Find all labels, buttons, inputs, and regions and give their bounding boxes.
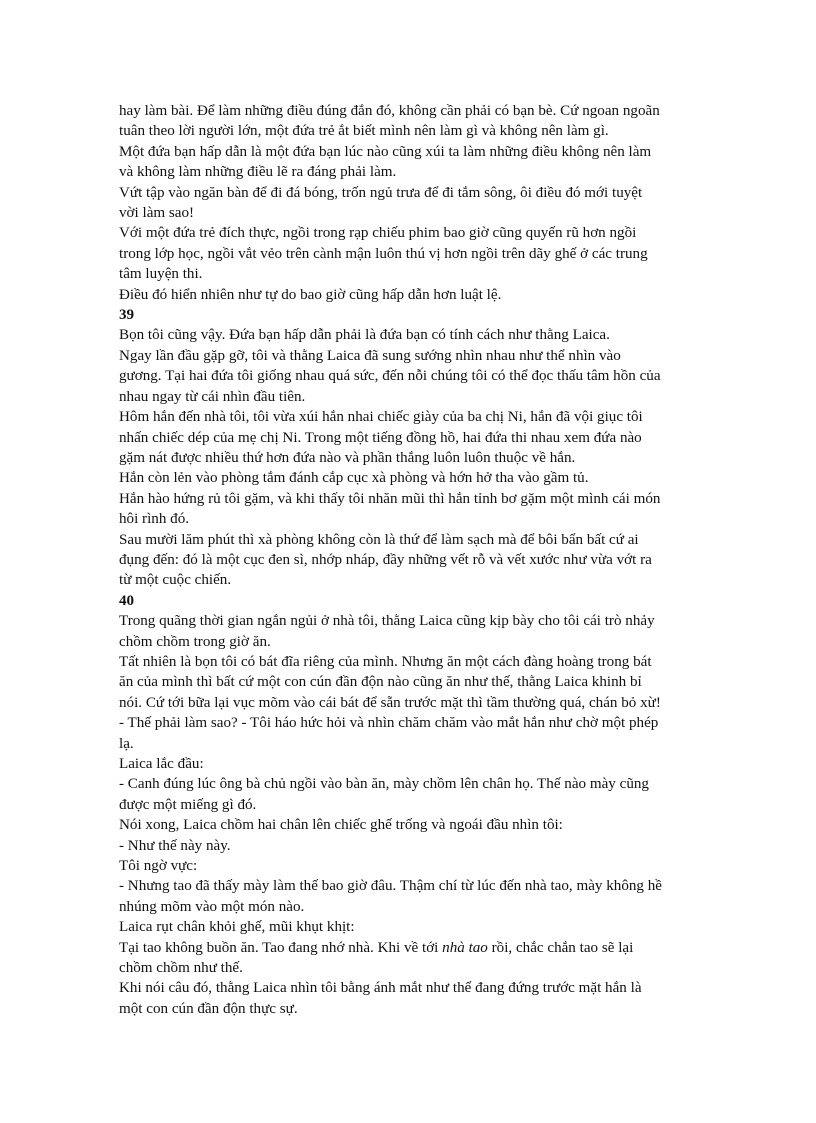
- paragraph: [119, 142, 709, 183]
- text-line: đụng đến: đó là một cục đen sì, nhớp nháp, đầy những vết rỗ và vết xước như vừa vớt ra: [119, 551, 652, 568]
- paragraph: [119, 407, 709, 468]
- text-line: Laica lắc đầu:: [119, 756, 204, 772]
- paragraph: [119, 346, 709, 407]
- text-line: Trong quãng thời gian ngắn ngủi ở nhà tôi, thằng Laica cũng kịp bày cho tôi cái trò nhảy: [119, 613, 655, 630]
- paragraph: [119, 489, 709, 530]
- text-line: nhấn chiếc dép của mẹ chị Ni. Trong một tiếng đồng hồ, hai đứa thi nhau xem đứa nào: [119, 429, 642, 446]
- text-line: từ một cuộc chiến.: [119, 572, 232, 589]
- text-line: - Canh đúng lúc ông bà chủ ngồi vào bàn ăn, mày chồm lên chân họ. Thế nào mày cũng: [119, 776, 649, 793]
- paragraph: [119, 101, 709, 142]
- italic-text: nhà tao: [442, 939, 488, 956]
- paragraph: [119, 978, 709, 1019]
- text-line: Vứt tập vào ngăn bàn để đi đá bóng, trốn ngủ trưa để đi tắm sông, ôi điều đó mới tuyệt: [119, 184, 643, 201]
- text-line: hay làm bài. Để làm những điều đúng đắn đó, không cần phải có bạn bè. Cứ ngoan ngoãn: [119, 103, 660, 119]
- text-line: chồm chồm như thế.: [119, 960, 243, 977]
- text-line: Điều đó hiển nhiên như tự do bao giờ cũng hấp dẫn hơn luật lệ.: [119, 286, 502, 303]
- paragraph: [119, 468, 709, 488]
- section-number: 40: [119, 592, 135, 609]
- text-line: được một miếng gì đó.: [119, 796, 257, 813]
- text-line: tuân theo lời người lớn, một đứa trẻ ắt biết mình nên làm gì và không nên làm gì.: [119, 123, 609, 140]
- paragraph: [119, 183, 709, 224]
- text-line: nhúng mõm vào một món nào.: [119, 898, 305, 915]
- text-line: nhau ngay từ cái nhìn đầu tiên.: [119, 388, 306, 405]
- text-line: Khi nói câu đó, thằng Laica nhìn tôi bằng ánh mắt như thể đang đứng trước mặt hắn là: [119, 980, 642, 997]
- paragraph: [119, 713, 709, 754]
- text-line: chồm chồm trong giờ ăn.: [119, 633, 271, 650]
- paragraph: [119, 530, 709, 591]
- text-line: - Như thế này này.: [119, 837, 231, 854]
- text-line: trong lớp học, ngồi vắt vẻo trên cành mận luôn thú vị hơn ngồi trên dãy ghế ở các trung: [119, 245, 648, 262]
- paragraph: [119, 754, 709, 774]
- text-line: Hôm hắn đến nhà tôi, tôi vừa xúi hắn nhai chiếc giày của ba chị Ni, hắn đã vội giục tôi: [119, 409, 643, 426]
- paragraph: [119, 285, 709, 305]
- text-line: vời làm sao!: [119, 205, 195, 222]
- text-line: Tại tao không buồn ăn. Tao đang nhớ nhà. Khi về tới nhà tao rồi, chắc chắn tao sẽ lại: [119, 939, 634, 956]
- document-page: [119, 101, 709, 1019]
- paragraph: [119, 815, 709, 835]
- text-line: Tất nhiên là bọn tôi có bát đĩa riêng của mình. Nhưng ăn một cách đàng hoàng trong bát: [119, 653, 652, 670]
- text-line: Ngay lần đầu gặp gỡ, tôi và thằng Laica đã sung sướng nhìn nhau như thể nhìn vào: [119, 347, 621, 364]
- text-line: Sau mười lăm phút thì xà phòng không còn là thứ để làm sạch mà để bôi bẩn bất cứ ai: [119, 531, 639, 548]
- section-number: 39: [119, 307, 135, 324]
- paragraph: [119, 938, 709, 979]
- paragraph: [119, 876, 709, 917]
- text-line: một con cún đần độn thực sự.: [119, 1000, 298, 1017]
- text-line: tâm luyện thi.: [119, 266, 203, 283]
- paragraph: [119, 652, 709, 713]
- text-line: Nói xong, Laica chồm hai chân lên chiếc ghế trống và ngoái đầu nhìn tôi:: [119, 817, 563, 834]
- text-line: - Thế phải làm sao? - Tôi háo hức hỏi và nhìn chăm chăm vào mắt hắn như chờ một phép: [119, 715, 659, 732]
- text-line: gặm nát được nhiều thứ hơn đứa nào và phần thắng luôn luôn thuộc về hắn.: [119, 449, 576, 466]
- text-line: Laica rụt chân khỏi ghế, mũi khụt khịt:: [119, 919, 355, 936]
- text-line: và không làm những điều lẽ ra đáng phải làm.: [119, 164, 397, 181]
- text-line: Với một đứa trẻ đích thực, ngồi trong rạp chiếu phim bao giờ cũng quyến rũ hơn ngồi: [119, 225, 637, 242]
- text-line: Hắn hào hứng rủ tôi gặm, và khi thấy tôi nhăn mũi thì hắn tỉnh bơ gặm một mình cái món: [119, 490, 661, 507]
- paragraph: [119, 774, 709, 815]
- text-line: - Nhưng tao đã thấy mày làm thế bao giờ đâu. Thậm chí từ lúc đến nhà tao, mày không hề: [119, 878, 662, 895]
- paragraph: [119, 611, 709, 652]
- text-line: lạ.: [119, 735, 134, 752]
- text-line: ăn của mình thì bất cứ một con cún đần độn nào cũng ăn như thế, thằng Laica khinh bỉ: [119, 674, 642, 691]
- paragraph: [119, 325, 709, 345]
- text-line: Bọn tôi cũng vậy. Đứa bạn hấp dẫn phải là đứa bạn có tính cách như thằng Laica.: [119, 327, 610, 344]
- text-line: gương. Tại hai đứa tôi giống nhau quá sức, đến nỗi chúng tôi có thể đọc thấu tâm hồn của: [119, 368, 661, 385]
- text-line: Hắn còn lẻn vào phòng tắm đánh cắp cục xà phòng và hớn hở tha vào gầm tủ.: [119, 470, 589, 487]
- text-line: nói. Cứ tới bữa lại vục mõm vào cái bát để sẵn trước mặt thì tầm thường quá, chán bỏ xừ!: [119, 694, 661, 711]
- text-line: Tôi ngờ vực:: [119, 858, 198, 875]
- paragraph: [119, 836, 709, 856]
- paragraph: [119, 223, 709, 284]
- text-line: Một đứa bạn hấp dẫn là một đứa bạn lúc nào cũng xúi ta làm những điều không nên làm: [119, 143, 652, 160]
- text-line: hôi rình đó.: [119, 511, 190, 528]
- paragraph: [119, 917, 709, 937]
- paragraph: [119, 856, 709, 876]
